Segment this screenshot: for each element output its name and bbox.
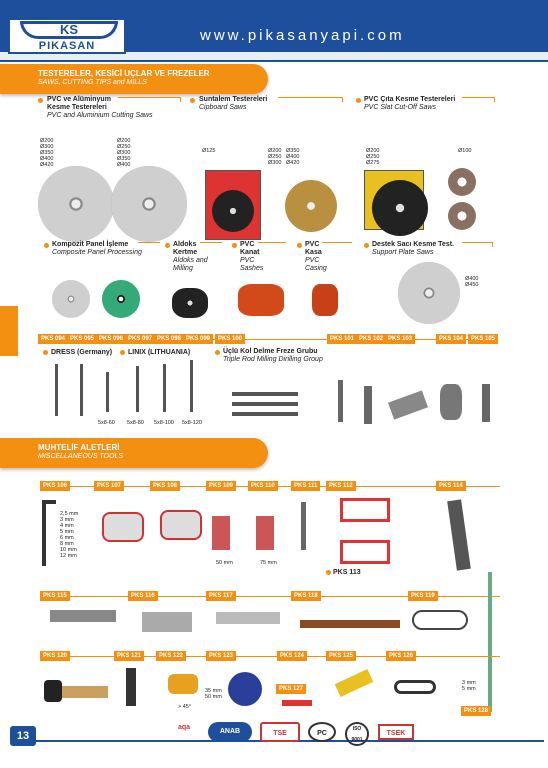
product-label-pvc-aluminium (47, 96, 153, 120)
label-tr: PVC (240, 241, 255, 248)
drill-dim: 5x8-80 (127, 420, 144, 426)
product-code: PKS 101 (327, 334, 357, 344)
product-label-aldoks (173, 241, 208, 273)
drill-dim: 5x8-100 (154, 420, 174, 426)
bullet-icon (165, 243, 170, 248)
label-underline (200, 242, 222, 243)
product-label-chipboard (199, 96, 267, 112)
section-title: MUHTELİF ALETLERİ (38, 443, 120, 452)
brand-linix: LINIX (LITHUANIA) (128, 349, 191, 356)
bullet-icon (44, 243, 49, 248)
product-code: PKS 127 (276, 684, 306, 694)
section-title: TESTERELER, KESİCİ UÇLAR VE FREZELER (38, 69, 210, 78)
product-code: PKS 104 (436, 334, 466, 344)
saw-blade-image (102, 280, 140, 318)
cert-tse-logo: TSE (260, 722, 300, 742)
router-bit-image (440, 384, 462, 420)
tape-measure-image (102, 512, 144, 542)
rubber-mallet-image (44, 680, 62, 702)
product-code: PKS 111 (291, 481, 320, 491)
foam-gun-image (50, 610, 116, 622)
page-number: 13 (10, 726, 36, 746)
rod-dims: 3 mm 5 mm (462, 680, 476, 692)
drill-dim: 5x8-120 (182, 420, 202, 426)
product-code: PKS 108 (150, 481, 180, 491)
product-code: PKS 106 (40, 481, 70, 491)
saw-blade-image (52, 280, 90, 318)
product-code: PKS 122 (156, 651, 186, 661)
dims-list: Ø400 Ø450 (465, 276, 479, 288)
website-url: www.pikasanyapi.com (200, 27, 405, 44)
saw-blade-image (372, 180, 428, 236)
cert-iso-logo: ISO 9001 (345, 722, 369, 746)
product-label-pvc-slat (364, 96, 455, 112)
label-en: PVC (305, 257, 320, 264)
saw-blade-image (448, 202, 476, 230)
product-code: PKS 103 (385, 334, 415, 344)
bullet-icon (38, 98, 43, 103)
bullet-icon (43, 350, 48, 355)
drill-bit-image (232, 412, 298, 416)
product-code: PKS 094 (38, 334, 68, 344)
product-code: PKS 098 (154, 334, 184, 344)
drill-bit-image (80, 364, 83, 416)
label-tr: Destek Sacı Kesme Test. (372, 241, 454, 248)
bullet-icon (120, 350, 125, 355)
product-code: PKS 116 (128, 591, 158, 601)
drill-bit-image (106, 372, 109, 412)
label-tr: Kasa (305, 249, 322, 256)
drill-bit-image (136, 366, 139, 412)
caulk-gun-image (340, 498, 390, 522)
label-tr: Kesme Testereleri (47, 104, 107, 111)
label-en: Support Plate Saws (372, 249, 434, 256)
router-bit-image (388, 390, 428, 419)
label-underline (118, 97, 180, 98)
product-code: PKS 123 (206, 651, 236, 661)
section-subtitle: MISCELLANEOUS TOOLS (38, 453, 124, 460)
pliers-image (335, 669, 374, 697)
label-underline (462, 242, 492, 243)
tape-dims: 35 mm 50 mm (205, 688, 222, 700)
brand-dress: DRESS (Germany) (51, 349, 113, 356)
label-en: Milling (173, 265, 193, 272)
telescopic-rod-image (488, 572, 492, 712)
product-code: PKS 118 (291, 591, 321, 601)
code-row-line (40, 656, 500, 657)
company-logo (8, 18, 126, 54)
product-code: PKS 120 (40, 651, 70, 661)
angle-cutter-image (168, 674, 198, 694)
tool-image (282, 700, 312, 706)
drill-bit-image (190, 360, 193, 412)
router-bit-image (482, 384, 490, 422)
drill-bit-image (232, 402, 298, 406)
label-tick (342, 97, 343, 102)
label-underline (462, 97, 494, 98)
screw-dim: 50 mm (216, 560, 233, 566)
saw-blade-image (111, 166, 187, 242)
angle-label: > 45° (178, 704, 192, 710)
saw-blade-image (212, 190, 254, 232)
bullet-icon (297, 243, 302, 248)
product-label-triple-rod (223, 348, 323, 364)
label-tr: Kertme (173, 249, 198, 256)
page-header (0, 0, 548, 62)
product-code: PKS 115 (40, 591, 70, 601)
logo-name: PIKASAN (38, 40, 96, 52)
label-en: Aldoks and (173, 257, 208, 264)
product-code-label: PKS 113 (333, 569, 361, 576)
bullet-icon (215, 350, 220, 355)
product-code: PKS 114 (436, 481, 466, 491)
product-code: PKS 124 (277, 651, 307, 661)
screw-pack-image (256, 516, 274, 550)
cutter-image (312, 284, 338, 316)
label-underline (138, 242, 160, 243)
label-tr: PVC (305, 241, 320, 248)
side-tab (0, 306, 18, 356)
bit-holder-image (301, 502, 306, 550)
product-label-composite (52, 241, 142, 257)
router-bit-image (364, 386, 372, 424)
silicone-gun-image (142, 612, 192, 632)
label-en: Triple Rod Milling Dirilling Group (223, 356, 323, 363)
label-en: Casing (305, 265, 327, 272)
label-tr: Üçlü Kol Delme Freze Grubu (223, 348, 318, 355)
product-code: PKS 128 (461, 706, 491, 716)
router-bit-image (338, 380, 343, 422)
label-en: PVC (240, 257, 255, 264)
bullet-icon (232, 243, 237, 248)
label-en: Composite Panel Processing (52, 249, 142, 256)
hex-key-dims: 2,5 mm 3 mm 4 mm 5 mm 6 mm 8 mm 10 mm 12 mm (60, 511, 79, 559)
saw-blade-image (448, 168, 476, 196)
cert-pc-logo: PC (308, 722, 336, 742)
section-subtitle: SAWS, CUTTING TIPS and MILLS (38, 79, 147, 86)
product-code: PKS 119 (408, 591, 438, 601)
label-tick (180, 97, 181, 102)
bullet-icon (190, 98, 195, 103)
product-code: PKS 097 (125, 334, 155, 344)
bullet-icon (364, 243, 369, 248)
product-code: PKS 105 (468, 334, 498, 344)
label-underline (322, 242, 352, 243)
caulk-gun-image (340, 540, 390, 564)
saw-blade-image (285, 180, 337, 232)
drill-bit-image (163, 364, 166, 412)
label-tr: PVC Çıta Kesme Testereleri (364, 96, 456, 103)
label-tr: Suntalem Testereleri (199, 96, 268, 103)
product-code: PKS 112 (326, 481, 356, 491)
label-underline (258, 242, 286, 243)
crimping-tool-image (394, 680, 436, 694)
saw-blade-image (38, 166, 114, 242)
product-label-pvc-sash (240, 241, 263, 273)
product-code: PKS 102 (356, 334, 386, 344)
label-tr: Aldoks (173, 241, 197, 248)
cutter-image (238, 284, 284, 316)
hex-key-image (42, 500, 46, 566)
dims-list: Ø200 Ø250 Ø300 Ø350 Ø400 (117, 138, 131, 168)
tape-measure-image (160, 510, 202, 540)
spirit-level-image (300, 620, 400, 628)
dims-list: Ø100 (458, 148, 472, 154)
utility-knife-image (126, 668, 136, 706)
bullet-icon (326, 570, 331, 575)
drill-bit-image (232, 392, 298, 396)
product-code: PKS 121 (114, 651, 144, 661)
product-code: PKS 110 (248, 481, 278, 491)
label-en: Cipboard Saws (199, 104, 247, 111)
cutter-image (172, 288, 208, 318)
caulking-gun-image (216, 612, 280, 624)
product-code: PKS 099 (183, 334, 213, 344)
dims-list: Ø350 Ø400 Ø420 (286, 148, 300, 166)
label-en: PVC Slat Cut-Off Saws (364, 104, 436, 111)
product-label-pvc-casing (305, 241, 327, 273)
screw-pack-image (212, 516, 230, 550)
dims-list: Ø200 Ø250 Ø300 (268, 148, 282, 166)
product-label-support-plate (372, 241, 454, 257)
saw-blade-image (398, 262, 460, 324)
product-code: PKS 107 (94, 481, 124, 491)
cert-anab-logo: ANAB (208, 722, 252, 742)
dims-list: Ø200 Ø250 Ø275 (366, 148, 380, 166)
label-tick (492, 242, 493, 247)
label-underline (278, 97, 342, 98)
drill-dim: 5x8-60 (98, 420, 115, 426)
product-code: PKS 109 (206, 481, 236, 491)
product-code: PKS 125 (326, 651, 356, 661)
drill-bit-image (55, 364, 58, 416)
cert-aqa-logo: aqa (177, 724, 191, 731)
section-misc-header (0, 438, 268, 468)
product-code: PKS 100 (215, 334, 245, 344)
label-tr: PVC ve Alüminyum (47, 96, 111, 103)
product-code: PKS 126 (386, 651, 416, 661)
screw-dim: 75 mm (260, 560, 277, 566)
product-code: PKS 096 (96, 334, 126, 344)
hex-key-image (42, 500, 56, 504)
product-code: PKS 095 (67, 334, 97, 344)
label-tr: Kompozit Panel İşleme (52, 241, 129, 248)
cable-reel-image (228, 672, 262, 706)
product-code: PKS 117 (206, 591, 236, 601)
logo-mark: KS (20, 21, 118, 39)
section-saws-header (0, 64, 268, 94)
label-tick (494, 97, 495, 102)
cert-tsek-logo: TSEK (378, 724, 414, 740)
pipe-bender-image (412, 610, 468, 630)
rivet-gun-image (447, 499, 471, 570)
label-en: Sashes (240, 265, 264, 272)
bullet-icon (356, 98, 361, 103)
dims-list: Ø125 (202, 148, 216, 154)
dims-list: Ø200 Ø300 Ø350 Ø400 Ø420 (40, 138, 54, 168)
label-tr: Kanat (240, 249, 260, 256)
label-en: PVC and Aluminium Cutting Saws (47, 112, 153, 119)
